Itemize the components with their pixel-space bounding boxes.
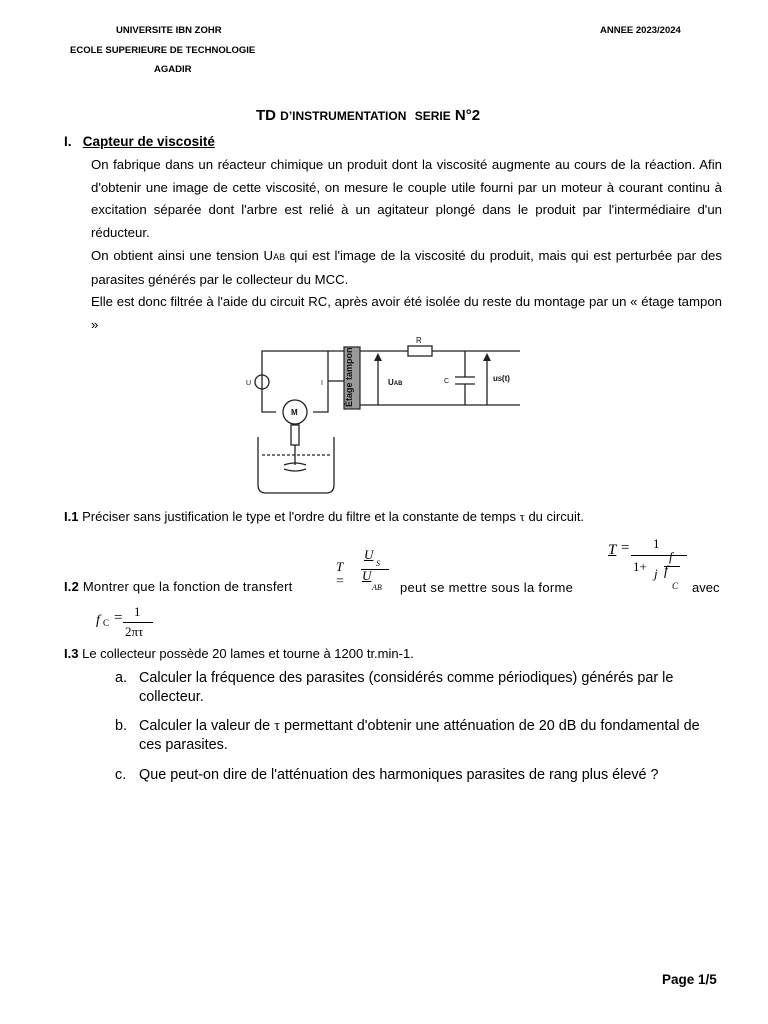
section-heading: I. Capteur de viscosité — [64, 134, 215, 149]
question-2-mid: peut se mettre sous la forme — [400, 580, 574, 595]
resistor-icon — [408, 346, 432, 356]
source-label: U — [246, 380, 252, 387]
page-number: Page 1/5 — [662, 972, 717, 987]
cutoff-frequency-formula: f C = 1 2πτ — [96, 604, 166, 644]
resistor-label: R — [416, 337, 422, 345]
us-label: uS(t) — [493, 374, 510, 383]
academic-year: ANNEE 2023/2024 — [600, 25, 681, 36]
list-item-b: b. Calculer la valeur de τ permettant d'obtenir une atténuation de 20 dB du fondamental de ces parasites. — [115, 718, 700, 753]
list-item-c: c. Que peut-on dire de l'atténuation des harmoniques parasites de rang plus élevé ? — [115, 767, 659, 783]
paragraph-2: On obtient ainsi une tension UAB qui est l'image de la viscosité du produit, mais qui est perturbée par des parasites générés par le collecteur du MCC. — [91, 248, 722, 287]
page-title: TD D’INSTRUMENTATION SERIE N°2 — [256, 107, 481, 124]
buffer-label: Étage tampon — [344, 347, 354, 407]
motor-label: M — [291, 408, 298, 417]
city-name: AGADIR — [154, 64, 192, 75]
paragraph-3: Elle est donc filtrée à l'aide du circuit RC, après avoir été isolée du reste du montage par un « étage tampon » — [91, 294, 722, 332]
viscosity-circuit-figure — [240, 337, 525, 497]
paragraph-1: On fabrique dans un réacteur chimique un produit dont la viscosité augmente au cours de la réaction. Afin d'obtenir une image de cette viscosité, on mesure le couple utile fourni par un moteur à courant continu à excitation séparée dont l'arbre est relié à un agitateur plongé dans le produit par l'intermédiaire d'un réducteur. — [91, 157, 722, 240]
question-3: I.3 Le collecteur possède 20 lames et tourne à 1200 tr.min-1. — [64, 646, 414, 661]
capacitor-label: C — [444, 378, 450, 385]
transfer-function-form: T = 1 1+ j f f C — [606, 536, 716, 596]
school-name: ECOLE SUPERIEURE DE TECHNOLOGIE — [70, 45, 256, 56]
uab-label: UAB — [388, 378, 403, 387]
question-2: I.2 Montrer que la fonction de transfert — [64, 579, 293, 594]
list-item-a: a. Calculer la fréquence des parasites (considérés comme périodiques) générés par le collecteur. — [115, 670, 674, 705]
ratio-us-uab: T = U S U AB — [334, 547, 394, 595]
university-name: UNIVERSITE IBN ZOHR — [116, 25, 222, 36]
question-2-end: avec — [692, 580, 720, 595]
current-label: I — [321, 380, 323, 387]
capacitor-icon — [455, 377, 475, 384]
question-1: I.1 Préciser sans justification le type et l'ordre du filtre et la constante de temps τ du circuit. — [64, 509, 585, 524]
